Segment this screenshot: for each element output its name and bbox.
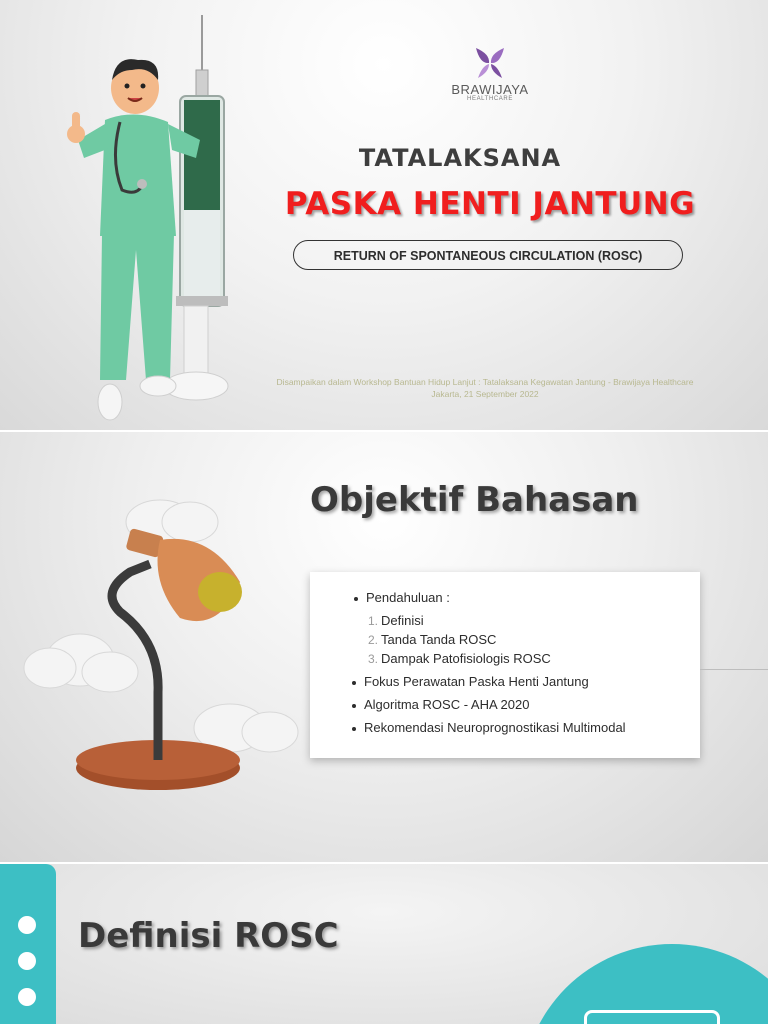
sub-list-label: Tanda Tanda ROSC	[381, 632, 497, 647]
sub-list-number: 3.	[368, 652, 379, 666]
footer-event: Disampaikan dalam Workshop Bantuan Hidup Lanjut : Tatalaksana Kegawatan Jantung - Brawijaya Healthcare	[276, 377, 694, 387]
list-item	[352, 720, 626, 735]
list-item	[352, 674, 589, 689]
definition-title: Definisi ROSC	[78, 916, 339, 956]
sub-list-number: 1.	[368, 614, 379, 628]
sub-list-label: Dampak Patofisiologis ROSC	[381, 651, 551, 666]
objectives-card	[310, 572, 700, 758]
dot-icon	[18, 988, 36, 1006]
sub-list-item	[368, 613, 424, 628]
sub-list-item	[368, 632, 496, 647]
logo-name: BRAWIJAYA	[451, 82, 529, 97]
monitor-icon	[584, 1010, 720, 1024]
logo-subtitle: HEALTHCARE	[467, 96, 513, 102]
list-item	[352, 697, 529, 712]
brawijaya-logo	[440, 46, 540, 102]
footer-date: Jakarta, 21 September 2022	[431, 389, 539, 399]
subtitle-pill: RETURN OF SPONTANEOUS CIRCULATION (ROSC)	[293, 240, 683, 270]
bullet-icon	[352, 704, 356, 708]
sub-list-label: Definisi	[381, 613, 424, 628]
bullet-icon	[354, 597, 358, 601]
list-item	[354, 590, 450, 605]
presentation-footer	[240, 376, 730, 400]
sub-list-item	[368, 651, 551, 666]
objectives-title: Objektif Bahasan	[310, 480, 639, 520]
bullet-icon	[352, 681, 356, 685]
butterfly-logo-icon	[472, 46, 508, 80]
divider-line	[700, 669, 768, 670]
title-line-2: PASKA HENTI JANTUNG	[284, 186, 696, 222]
list-item-label: Algoritma ROSC - AHA 2020	[364, 697, 530, 712]
list-item-label: Fokus Perawatan Paska Henti Jantung	[364, 674, 589, 689]
list-item-label: Rekomendasi Neuroprognostikasi Multimodal	[364, 720, 626, 735]
bullet-icon	[352, 727, 356, 731]
side-accent-bar	[0, 864, 56, 1024]
lamp-clouds-illustration	[20, 492, 310, 822]
sub-list-number: 2.	[368, 633, 379, 647]
list-item-label: Pendahuluan :	[366, 590, 450, 605]
slide-title	[0, 0, 768, 430]
slide-definition	[0, 864, 768, 1024]
dot-icon	[18, 952, 36, 970]
lamp-icon	[125, 528, 242, 621]
dot-icon	[18, 916, 36, 934]
title-line-1: TATALAKSANA	[358, 144, 562, 172]
